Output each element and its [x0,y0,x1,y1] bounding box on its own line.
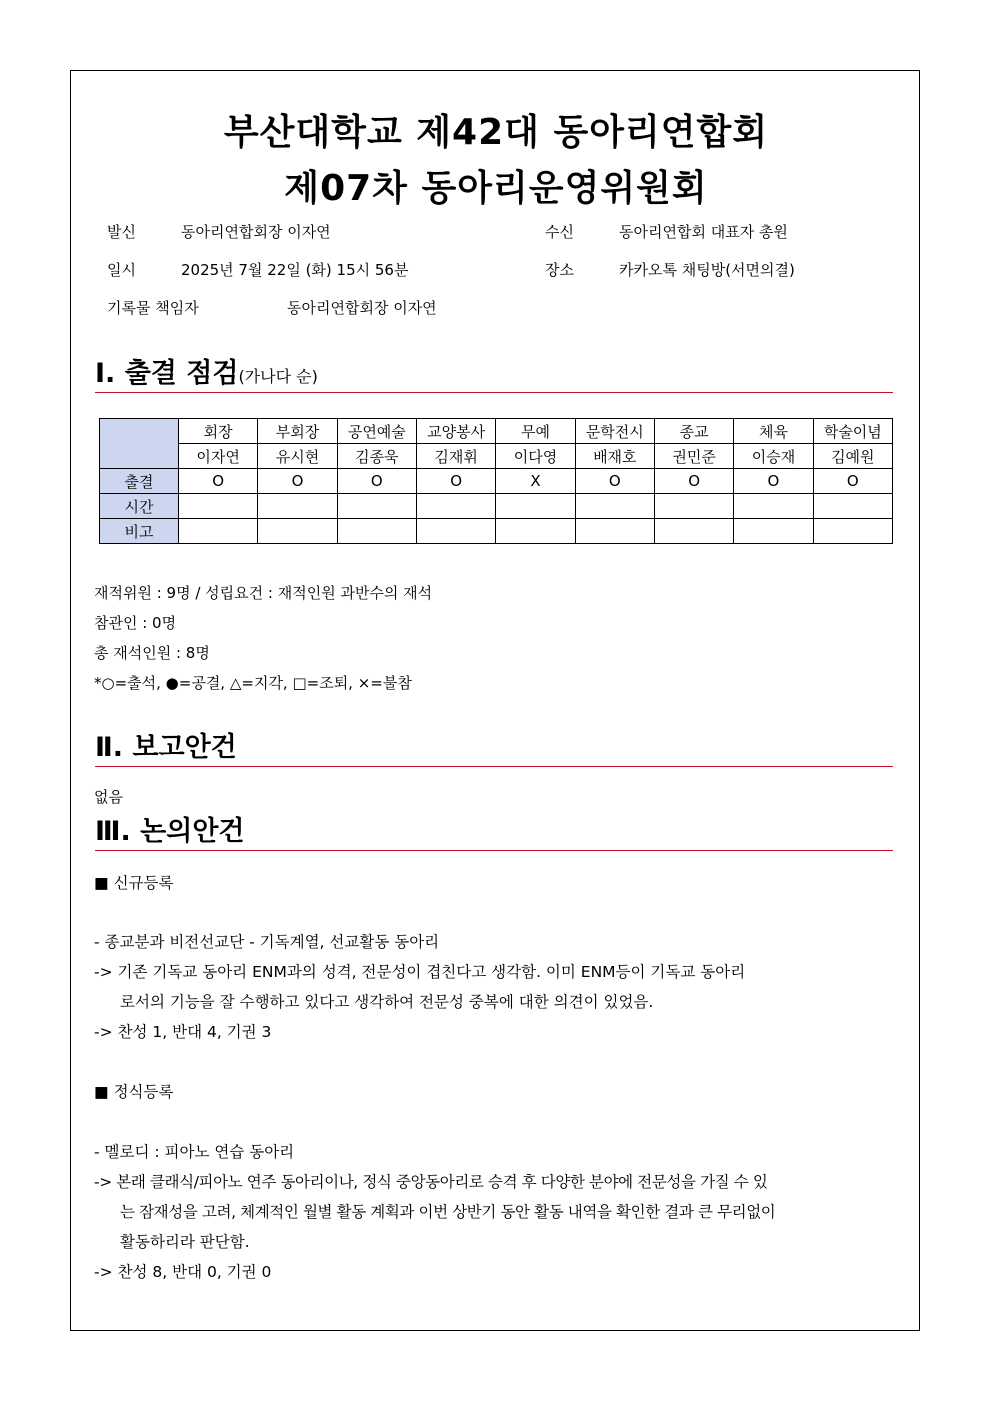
table-corner-cell [100,419,179,469]
time-row-label: 시간 [100,494,179,519]
note-row [100,519,893,544]
item2-line3: 는 잠재성을 고려, 체계적인 월별 활동 계획과 이번 상반기 동안 활동 내역을 확인한 결과 큰 무리없이 [120,1203,776,1221]
section-discussion-heading: Ⅲ. 논의안건 [95,816,245,847]
section-discussion [95,814,893,851]
item2-line2: -> 본래 클래식/피아노 연주 동아리이나, 정식 중앙동아리로 승격 후 다양한 분야에 전문성을 가질 수 있 [94,1173,768,1191]
role-cell: 회장 [179,419,258,444]
recorder-label: 기록물 책임자 [107,299,199,317]
note-cell [813,519,892,544]
time-cell [258,494,337,519]
sender-value: 동아리연합회장 이자연 [181,223,331,241]
datetime-value: 2025년 7월 22일 (화) 15시 56분 [181,261,409,279]
time-cell [575,494,654,519]
receiver-label: 수신 [545,223,574,241]
place-value: 카카오톡 채팅방(서면의결) [619,261,795,279]
role-cell: 공연예술 [337,419,416,444]
attend-mark: O [654,469,733,494]
role-cell: 문학전시 [575,419,654,444]
note-cell [654,519,733,544]
item1-line1: - 종교분과 비전선교단 - 기독계열, 선교활동 동아리 [94,933,440,951]
section-attendance-note: (가나다 순) [238,367,318,386]
attend-mark: O [179,469,258,494]
attendance-table [99,418,893,544]
attend-mark: O [575,469,654,494]
item1-vote: -> 찬성 1, 반대 4, 기권 3 [94,1023,272,1041]
note-cell [258,519,337,544]
attend-row [100,469,893,494]
role-cell: 무예 [496,419,575,444]
role-cell: 체육 [734,419,813,444]
name-cell: 김예원 [813,444,892,469]
note-cell [179,519,258,544]
note-cell [575,519,654,544]
doc-title-line2: 제07차 동아리운영위원회 [284,168,708,209]
section-report-heading: Ⅱ. 보고안건 [95,732,237,763]
role-cell: 종교 [654,419,733,444]
note-cell [496,519,575,544]
attend-mark: O [337,469,416,494]
summary-observers: 참관인 : 0명 [94,614,177,632]
item1-title: ■ 신규등록 [94,874,174,892]
place-label: 장소 [545,261,574,279]
attend-mark: O [258,469,337,494]
roles-row [100,419,893,444]
name-cell: 유시현 [258,444,337,469]
attend-mark: X [496,469,575,494]
report-content: 없음 [94,788,123,806]
item1-line2: -> 기존 기독교 동아리 ENM과의 성격, 전문성이 겹친다고 생각함. 이미 ENM등이 기독교 동아리 [94,963,746,981]
summary-members: 재적위원 : 9명 / 성립요건 : 재적인원 과반수의 재석 [94,584,433,602]
time-row [100,494,893,519]
attend-mark: O [416,469,495,494]
role-cell: 부회장 [258,419,337,444]
time-cell [337,494,416,519]
note-cell [337,519,416,544]
item2-line4: 활동하리라 판단함. [120,1233,250,1251]
section-attendance-heading: Ⅰ. 출결 점검(가나다 순) [95,358,318,389]
note-cell [734,519,813,544]
note-cell [416,519,495,544]
time-cell [654,494,733,519]
name-cell: 배재호 [575,444,654,469]
item1-line3: 로서의 기능을 잘 수행하고 있다고 생각하여 전문성 중복에 대한 의견이 있었음. [120,993,654,1011]
datetime-label: 일시 [107,261,136,279]
role-cell: 교양봉사 [416,419,495,444]
attend-mark: O [813,469,892,494]
name-cell: 이다영 [496,444,575,469]
name-cell: 이승재 [734,444,813,469]
attend-mark: O [734,469,813,494]
name-cell: 김재휘 [416,444,495,469]
item2-line1: - 멜로디 : 피아노 연습 동아리 [94,1143,295,1161]
name-cell: 김종욱 [337,444,416,469]
role-cell: 학술이념 [813,419,892,444]
time-cell [813,494,892,519]
doc-title-line1: 부산대학교 제42대 동아리연합회 [223,112,769,153]
item2-vote: -> 찬성 8, 반대 0, 기권 0 [94,1263,272,1281]
item2-title: ■ 정식등록 [94,1083,174,1101]
recorder-value: 동아리연합회장 이자연 [287,299,437,317]
summary-present: 총 재석인원 : 8명 [94,644,210,662]
name-cell: 이자연 [179,444,258,469]
section-report [95,730,893,767]
note-row-label: 비고 [100,519,179,544]
names-row [100,444,893,469]
attend-row-label: 출결 [100,469,179,494]
time-cell [179,494,258,519]
summary-legend: *○=출석, ●=공결, △=지각, □=조퇴, ×=불참 [94,674,412,692]
name-cell: 권민준 [654,444,733,469]
time-cell [416,494,495,519]
time-cell [734,494,813,519]
section-attendance [95,356,893,393]
sender-label: 발신 [107,223,136,241]
time-cell [496,494,575,519]
receiver-value: 동아리연합회 대표자 총원 [619,223,788,241]
